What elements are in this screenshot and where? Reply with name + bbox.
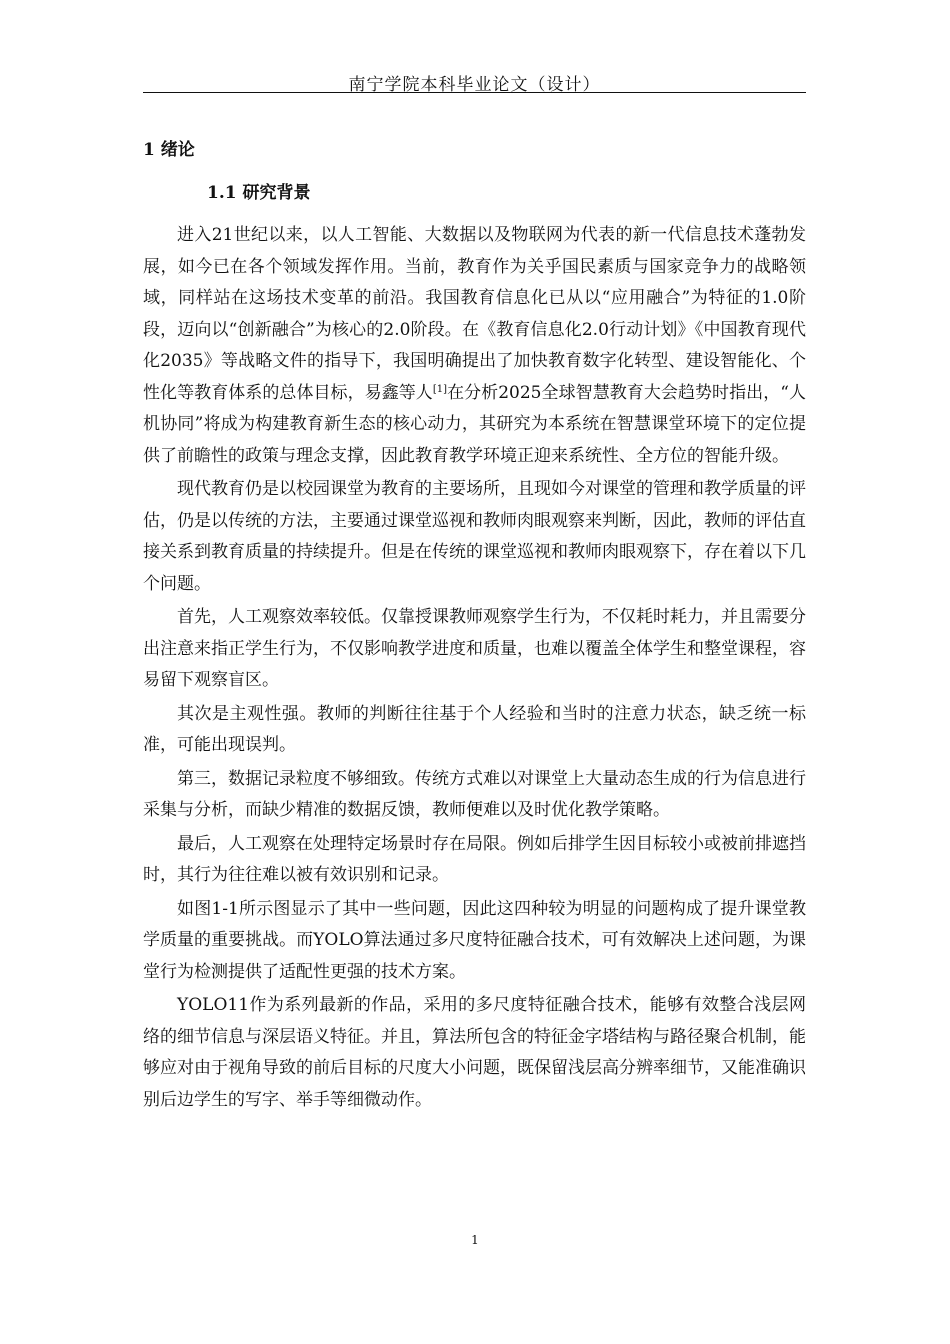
running-header: 南宁学院本科毕业论文（设计）: [348, 75, 601, 95]
chapter-heading: 1 绪论: [143, 140, 195, 160]
paragraph-6: 最后，人工观察在处理特定场景时存在局限。例如后排学生因目标较小或被前排遮挡时，其行为往往难以被有效识别和记录。: [143, 833, 806, 885]
page-number: 1: [471, 1233, 479, 1247]
paragraph-5: 第三，数据记录粒度不够细致。传统方式难以对课堂上大量动态生成的行为信息进行采集与分析，而缺少精准的数据反馈，教师便难以及时优化教学策略。: [143, 768, 806, 820]
body-text: [143, 220, 806, 1118]
paragraph-1-part-a: 进入21世纪以来，以人工智能、大数据以及物联网为代表的新一代信息技术蓬勃发展，如今已在各个领域发挥作用。当前，教育作为关乎国民素质与国家竞争力的战略领域，同样站在这场技术变革的前沿。我国教育信息化已从以“应用融合”为特征的1.0阶段，迈向以“创新融合”为核心的2.0阶段。在《教育信息化2.0行动计划》《中国教育现代化2035》等战略文件的指导下，我国明确提出了加快教育数字化转型、建设智能化、个性化等教育体系的总体目标，易鑫等人: [143, 225, 806, 403]
header-rule: [143, 92, 806, 93]
citation-1[interactable]: [1]: [432, 383, 448, 395]
paragraph-1: [143, 220, 806, 472]
paragraph-7: 如图1-1所示图显示了其中一些问题，因此这四种较为明显的问题构成了提升课堂教学质量的重要挑战。而YOLO算法通过多尺度特征融合技术，可有效解决上述问题，为课堂行为检测提供了适配性更强的技术方案。: [143, 898, 806, 982]
paragraph-1-part-b: 在分析2025全球智慧教育大会趋势时指出，“人机协同”将成为构建教育新生态的核心动力，其研究为本系统在智慧课堂环境下的定位提供了前瞻性的政策与理念支撑，因此教育教学环境正迎来系统性、全方位的智能升级。: [143, 382, 806, 466]
paragraph-3: 首先，人工观察效率较低。仅靠授课教师观察学生行为，不仅耗时耗力，并且需要分出注意来指正学生行为，不仅影响教学进度和质量，也难以覆盖全体学生和整堂课程，容易留下观察盲区。: [143, 607, 806, 690]
paragraph-4: 其次是主观性强。教师的判断往往基于个人经验和当时的注意力状态，缺乏统一标准，可能出现误判。: [143, 703, 806, 755]
paragraph-2: 现代教育仍是以校园课堂为教育的主要场所，且现如今对课堂的管理和教学质量的评估，仍是以传统的方法，主要通过课堂巡视和教师肉眼观察来判断，因此，教师的评估直接关系到教育质量的持续提升。但是在传统的课堂巡视和教师肉眼观察下，存在着以下几个问题。: [143, 479, 806, 594]
section-heading: 1.1 研究背景: [207, 183, 311, 203]
paragraph-8: YOLO11作为系列最新的作品，采用的多尺度特征融合技术，能够有效整合浅层网络的细节信息与深层语义特征。并且，算法所包含的特征金字塔结构与路径聚合机制，能够应对由于视角导致的前后目标的尺度大小问题，既保留浅层高分辨率细节，又能准确识别后边学生的写字、举手等细微动作。: [143, 995, 806, 1110]
